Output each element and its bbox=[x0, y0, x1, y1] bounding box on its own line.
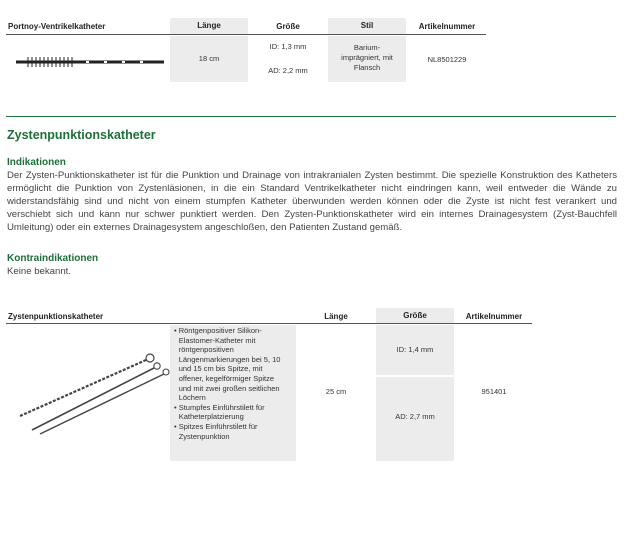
bullet-icon: • bbox=[174, 326, 179, 335]
table1-header-artikelnummer: Artikelnummer bbox=[418, 22, 476, 31]
table1-groesse-id: ID: 1,3 mm bbox=[269, 42, 307, 51]
bullet-icon: • bbox=[174, 402, 179, 412]
table2-feature-item: • Röntgenpositiver Silikon-Elastomer-Katheter mit röntgenpositiven Längenmarkierungen bei 5, 10 und 15 cm bis Spitze, mit offener, kegelförmiger Spitze und mit zwei großen seitlichen Löchern bbox=[174, 326, 281, 403]
table2-laenge-value: 25 cm bbox=[325, 387, 347, 396]
table1-artikelnummer-value: NL8501229 bbox=[427, 55, 467, 64]
table2-groesse-ad: AD: 2,7 mm bbox=[376, 377, 454, 461]
indikationen-text: Der Zysten-Punktionskatheter ist für die Punktion und Drainage von intrakranialen Zysten bestimmt. Die spezielle Konstruktion des Katheters ermöglicht die Punktion von Zystenläsionen, in die ein Standard Ventrikelkatheter nicht eindringen kann, weil entweder die Wände zu widerstandsfähig sind und nicht von einem stumpfen Katheter überwunden werden können oder die Zyste ist nicht fest verankert und verschiebt sich und kann nur schwer punktiert werden. Den Zysten-Punktionskatheter wird ein internes Drainagesystem (Zyst-Bauchfell Umleitung) oder ein externes Drainagesystem angeschloßen, den Patienten Zustand gemäß. bbox=[7, 170, 617, 233]
section-title: Zystenpunktionskatheter bbox=[7, 128, 156, 142]
table1-header-laenge: Länge bbox=[170, 18, 248, 34]
table2-feature-item: • Stumpfes Einführstilett für Katheterplatzierung bbox=[174, 402, 265, 422]
table2-features-list bbox=[174, 326, 286, 441]
bullet-icon: • bbox=[174, 421, 179, 431]
table1-header-rule bbox=[6, 34, 486, 35]
portnoy-catheter-image bbox=[14, 52, 166, 72]
table2-header-laenge: Länge bbox=[324, 312, 348, 321]
table2-artikelnummer-value: 951401 bbox=[481, 387, 507, 396]
kontraindikationen-heading: Kontraindikationen bbox=[7, 253, 99, 264]
table1-groesse-ad: AD: 2,2 mm bbox=[268, 66, 308, 75]
table2-header-rule bbox=[6, 323, 532, 324]
table1-header-stil: Stil bbox=[328, 18, 406, 34]
table1-laenge-value: 18 cm bbox=[170, 36, 248, 82]
table1-stil-value: Barium-imprägniert, mit Flansch bbox=[328, 36, 406, 82]
zystenpunktion-catheter-image bbox=[14, 352, 170, 436]
kontraindikationen-text: Keine bekannt. bbox=[7, 266, 72, 277]
table1-header-groesse: Größe bbox=[276, 22, 300, 31]
table2-feature-item: • Spitzes Einführstilett für Zystenpunktion bbox=[174, 421, 258, 441]
table2-groesse-id: ID: 1,4 mm bbox=[376, 325, 454, 375]
section-divider bbox=[6, 116, 616, 117]
indikationen-heading: Indikationen bbox=[7, 157, 66, 168]
table2-header-groesse: Größe bbox=[376, 308, 454, 324]
table2-header-artikelnummer: Artikelnummer bbox=[465, 312, 523, 321]
table1-header-product: Portnoy-Ventrikelkatheter bbox=[8, 22, 106, 31]
table2-header-product: Zystenpunktionskatheter bbox=[8, 312, 104, 321]
